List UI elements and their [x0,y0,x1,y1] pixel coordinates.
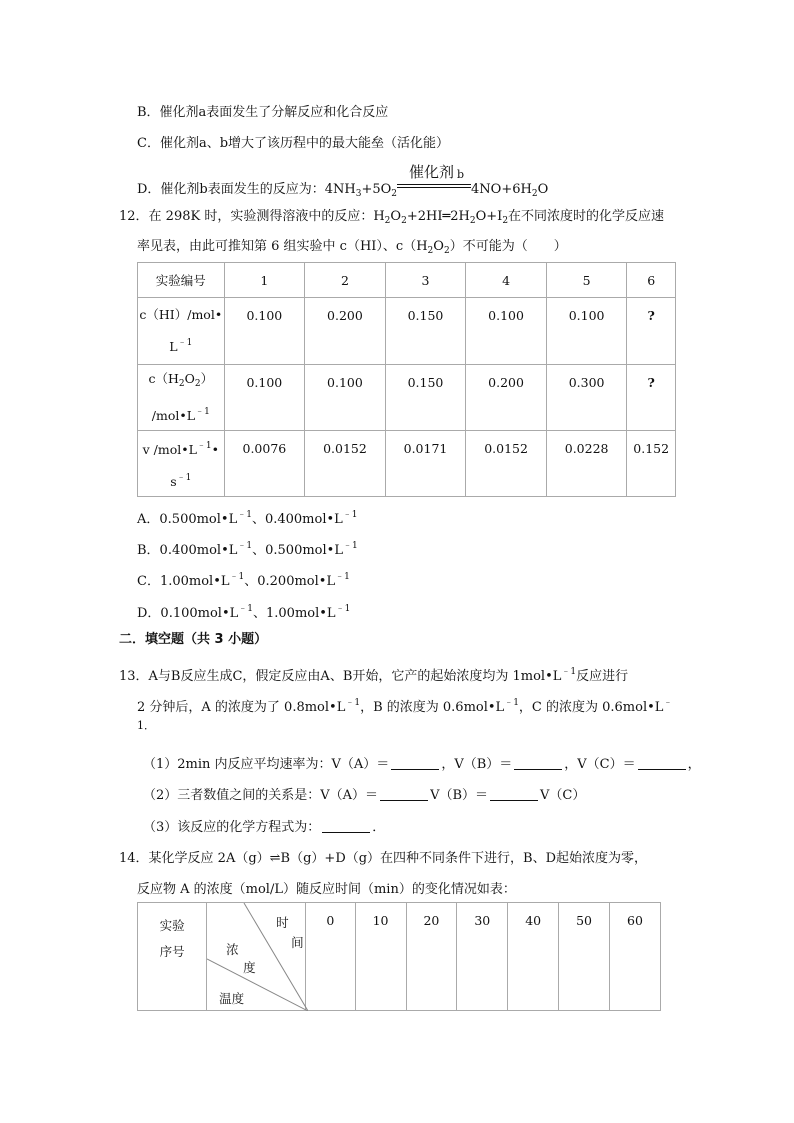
time-cell: 40 [508,903,559,1011]
time-cell: 50 [559,903,610,1011]
table-cell: 0.100 [224,298,305,365]
table-row [138,298,676,365]
q11-option-d-left: $4NH_3+5O_2$ [324,182,398,199]
header-cell: 1 [224,263,305,298]
table-cell: 0.0171 [385,431,466,497]
table-cell: 0.100 [546,298,627,365]
header-cell: 6 [627,263,676,298]
diagonal-header-cell [207,903,306,1011]
q11-option-b: B．催化剂a表面发生了分解反应和化合反应 [137,105,389,120]
q11-option-d-right: $4NO+6H_2O$ [471,182,549,199]
q13-sub3 [143,819,385,837]
q13-line3: 1． [137,719,155,732]
time-cell: 0 [305,903,355,1011]
table-header-row [138,903,661,1011]
header-cell: 实验编号 [138,263,225,298]
table-cell: 0.100 [224,365,305,431]
catalyst-arrow [397,163,471,193]
table-cell: 0.200 [466,365,547,431]
q13-sub3-end: ． [372,820,386,835]
table-cell: 0.300 [546,365,627,431]
header-cell-experiment: 实验 序号 [138,903,207,1011]
answer-blank-ratio-ab[interactable] [380,788,428,801]
table-cell: 0.0152 [305,431,386,497]
table-cell: ? [627,298,676,365]
table-cell: 0.100 [466,298,547,365]
q12-option-a: A．$0.500mol•L^{﹣1}$、$0.400mol•L^{﹣1}$ [137,510,358,527]
q12-option-d: D．$0.100mol•L^{﹣1}$、$1.00mol•L^{﹣1}$ [137,604,351,621]
q13-sub2 [143,787,585,805]
table-cell: 0.100 [305,365,386,431]
answer-blank-ratio-bc[interactable] [490,788,538,801]
q13-line2: 2 分钟后，A 的浓度为了 $0.8mol•L^{﹣1}$，B 的浓度为 $0.6mol•L^{﹣1}$，C 的浓度为 0.6mol•L﹣ [137,698,673,715]
table-row [138,365,676,431]
row-label-v: v $/mol•L^{﹣1}•$ $s^{﹣1}$ [138,431,225,497]
q11-option-c: C．催化剂a、b增大了该历程中的最大能垒（活化能） [137,136,450,151]
q13-sub2-label-a: （2）三者数值之间的关系是：V（A）＝ [143,788,379,803]
q12-rate-table [137,262,676,497]
diag-label-conc-1: 浓 [226,942,239,957]
section-title: 二．填空题（共 3 小题） [119,632,268,647]
q12-stem-line2: 率见表，由此可推知第 6 组实验中 c（HI）、$c(H_2O_2)$不可能为（ ） [137,239,567,256]
q13-sub2-label-c: V（C） [540,788,586,803]
catalyst-label: 催化剂 [409,163,455,181]
q13-sub1 [143,756,701,774]
diag-label-temp: 温度 [219,991,245,1006]
header-cell: 2 [305,263,386,298]
table-cell: ? [627,365,676,431]
diag-label-conc-2: 度 [243,960,256,975]
table-row [138,431,676,497]
q13-sub1-label-c: ，V（C）＝ [564,757,636,772]
header-cell: 5 [546,263,627,298]
table-cell: 0.0228 [546,431,627,497]
q14-line2: 反应物 A 的浓度（mol/L）随反应时间（min）的变化情况如表： [137,882,516,897]
answer-blank-va[interactable] [391,757,439,770]
answer-blank-vb[interactable] [514,757,562,770]
time-cell: 60 [610,903,661,1011]
time-cell: 30 [457,903,508,1011]
table-cell: 0.200 [305,298,386,365]
q11-option-d [137,163,549,203]
row-label-hi: c（HI）/mol• $L^{﹣1}$ [138,298,225,365]
q13-line1: 13．A与B反应生成C，假定反应由A、B开始，它产的起始浓度均为 $1mol•L^{﹣1}$反应进行 [119,667,629,684]
answer-blank-vc[interactable] [638,757,686,770]
q13-sub1-label-d: ， [687,757,701,772]
q14-line1: 14．某化学反应 2A（g）⇌B（g）+D（g）在四种不同条件下进行，B、D起始浓度为零， [119,851,648,866]
table-cell: 0.150 [385,365,466,431]
q12-option-b: B．$0.400mol•L^{﹣1}$、$0.500mol•L^{﹣1}$ [137,541,358,558]
row-label-h2o2: $c(H_2O_2)$ $/mol•L^{﹣1}$ [138,365,225,431]
table-cell: 0.150 [385,298,466,365]
q13-sub1-label-a: （1）2min 内反应平均速率为：V（A）＝ [143,757,390,772]
table-cell: 0.152 [627,431,676,497]
catalyst-sub: b [457,168,465,181]
table-cell: 0.0076 [224,431,305,497]
header-cell: 3 [385,263,466,298]
time-cell: 20 [406,903,457,1011]
answer-blank-equation[interactable] [322,820,370,833]
q14-concentration-table [137,902,661,1011]
header-cell: 4 [466,263,547,298]
q12-stem-line1: 12．在 298K 时，实验测得溶液中的反应：$H_2O_2+2HI═2H_2O+I_2$在不同浓度时的化学反应速 [119,209,665,226]
q11-option-d-prefix: D．催化剂b表面发生的反应为： [137,182,325,197]
diag-label-time-2: 间 [291,935,304,950]
q12-option-c: C．$1.00mol•L^{﹣1}$、$0.200mol•L^{﹣1}$ [137,572,350,589]
q13-sub2-label-b: V（B）＝ [430,788,489,803]
q13-sub3-label: （3）该反应的化学方程式为： [143,820,321,835]
table-cell: 0.0152 [466,431,547,497]
time-cell: 10 [355,903,406,1011]
diag-label-time-1: 时 [276,915,289,930]
table-header-row [138,263,676,298]
q13-sub1-label-b: ，V（B）＝ [441,757,513,772]
